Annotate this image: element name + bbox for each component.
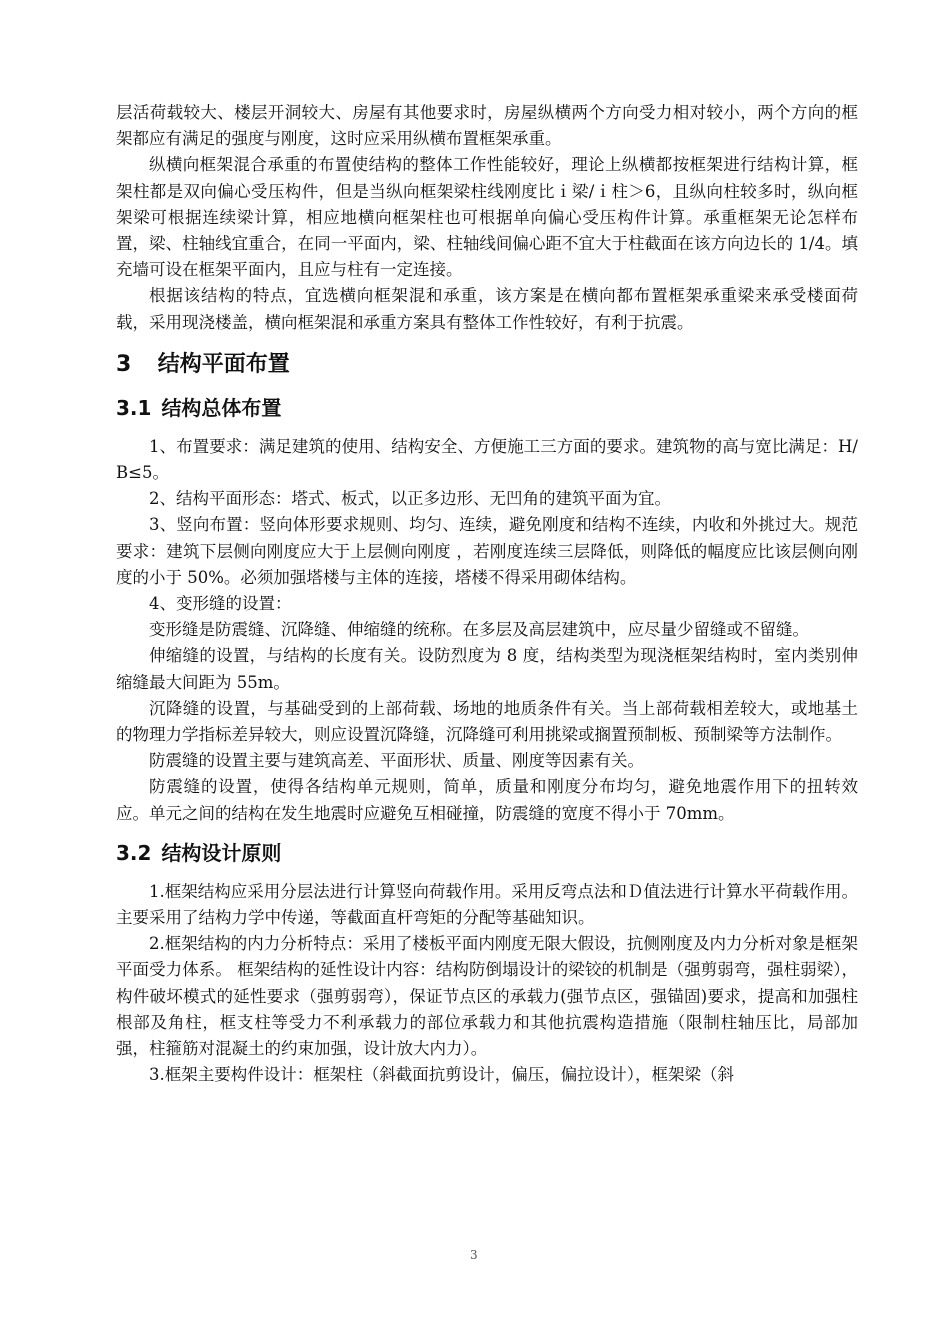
- paragraph: 1.框架结构应采用分层法进行计算竖向荷载作用。采用反弯点法和Ｄ值法进行计算水平荷载作用。主要采用了结构力学中传递，等截面直杆弯矩的分配等基础知识。: [116, 881, 858, 928]
- section-title: 结构平面布置: [157, 351, 290, 377]
- paragraph: 纵横向框架混合承重的布置使结构的整体工作性能较好，理论上纵横都按框架进行结构计算，框架柱都是双向偏心受压构件，但是当纵向框架梁柱线刚度比ｉ梁/ｉ柱＞6，且纵向柱较多时，纵向框架梁可根据连续梁计算，相应地横向框架柱也可根据单向偏心受压构件计算。承重框架无论怎样布置，梁、柱轴线宜重合，在同一平面内，梁、柱轴线间偏心距不宜大于柱截面在该方向边长的 1/4。填充墙可设在框架平面内，且应与柱有一定连接。: [116, 155, 858, 280]
- paragraph: 1、布置要求：满足建筑的使用、结构安全、方便施工三方面的要求。建筑物的高与宽比满足：H/B≤5。: [116, 436, 858, 483]
- section-heading: [116, 350, 858, 380]
- subsection-heading: [116, 839, 858, 867]
- paragraph: 4、变形缝的设置：: [149, 594, 292, 614]
- subsection-heading: [116, 394, 858, 422]
- page-content: [116, 100, 858, 1089]
- paragraph: 根据该结构的特点，宜选横向框架混和承重，该方案是在横向都布置框架承重梁来承受楼面荷载，采用现浇楼盖，横向框架混和承重方案具有整体工作性较好，有利于抗震。: [116, 286, 858, 332]
- page-number: 3: [470, 1248, 478, 1262]
- paragraph: 防震缝的设置，使得各结构单元规则，简单，质量和刚度分布均匀，避免地震作用下的扭转效应。单元之间的结构在发生地震时应避免互相碰撞，防震缝的宽度不得小于 70mm。: [116, 777, 858, 823]
- subsection-title: 结构总体布置: [161, 395, 282, 420]
- subsection-number: 3.1: [116, 395, 152, 420]
- paragraph: 3、竖向布置：竖向体形要求规则、均匀、连续，避免刚度和结构不连续，内收和外挑过大。规范要求：建筑下层侧向刚度应大于上层侧向刚度 ，若刚度连续三层降低，则降低的幅度应比该层侧向刚度的小于 50%。必须加强塔楼与主体的连接，塔楼不得采用砌体结构。: [116, 515, 858, 587]
- paragraph: 2.框架结构的内力分析特点：采用了楼板平面内刚度无限大假设，抗侧刚度及内力分析对象是框架平面受力体系。 框架结构的延性设计内容：结构防倒塌设计的梁铰的机制是（强剪弱弯，强柱弱梁），构件破坏模式的延性要求（强剪弱弯），保证节点区的承载力(强节点区，强锚固)要求，提高和加强柱根部及角柱，框支柱等受力不利承载力的部位承载力和其他抗震构造措施（限制柱轴压比，局部加强，柱箍筋对混凝土的约束加强，设计放大内力）。: [116, 934, 858, 1059]
- paragraph-continuation: 层活荷载较大、楼层开洞较大、房屋有其他要求时，房屋纵横两个方向受力相对较小，两个方向的框架都应有满足的强度与刚度，这时应采用纵横布置框架承重。: [116, 103, 858, 149]
- paragraph: 伸缩缝的设置，与结构的长度有关。设防烈度为 8 度，结构类型为现浇框架结构时，室内类别伸缩缝最大间距为 55m。: [116, 646, 858, 692]
- paragraph: 防震缝的设置主要与建筑高差、平面形状、质量、刚度等因素有关。: [149, 751, 644, 771]
- paragraph: 变形缝是防震缝、沉降缝、伸缩缝的统称。在多层及高层建筑中，应尽量少留缝或不留缝。: [149, 620, 809, 640]
- section-number: 3: [116, 351, 132, 377]
- paragraph: 沉降缝的设置，与基础受到的上部荷载、场地的地质条件有关。当上部荷载相差较大，或地基土的物理力学指标差异较大，则应设置沉降缝，沉降缝可利用挑梁或搁置预制板、预制梁等方法制作。: [116, 698, 858, 745]
- subsection-number: 3.2: [116, 840, 152, 865]
- paragraph: 2、结构平面形态：塔式、板式，以正多边形、无凹角的建筑平面为宜。: [149, 489, 671, 509]
- paragraph: 3.框架主要构件设计：框架柱（斜截面抗剪设计，偏压，偏拉设计），框架梁（斜: [149, 1065, 734, 1085]
- subsection-title: 结构设计原则: [161, 840, 282, 865]
